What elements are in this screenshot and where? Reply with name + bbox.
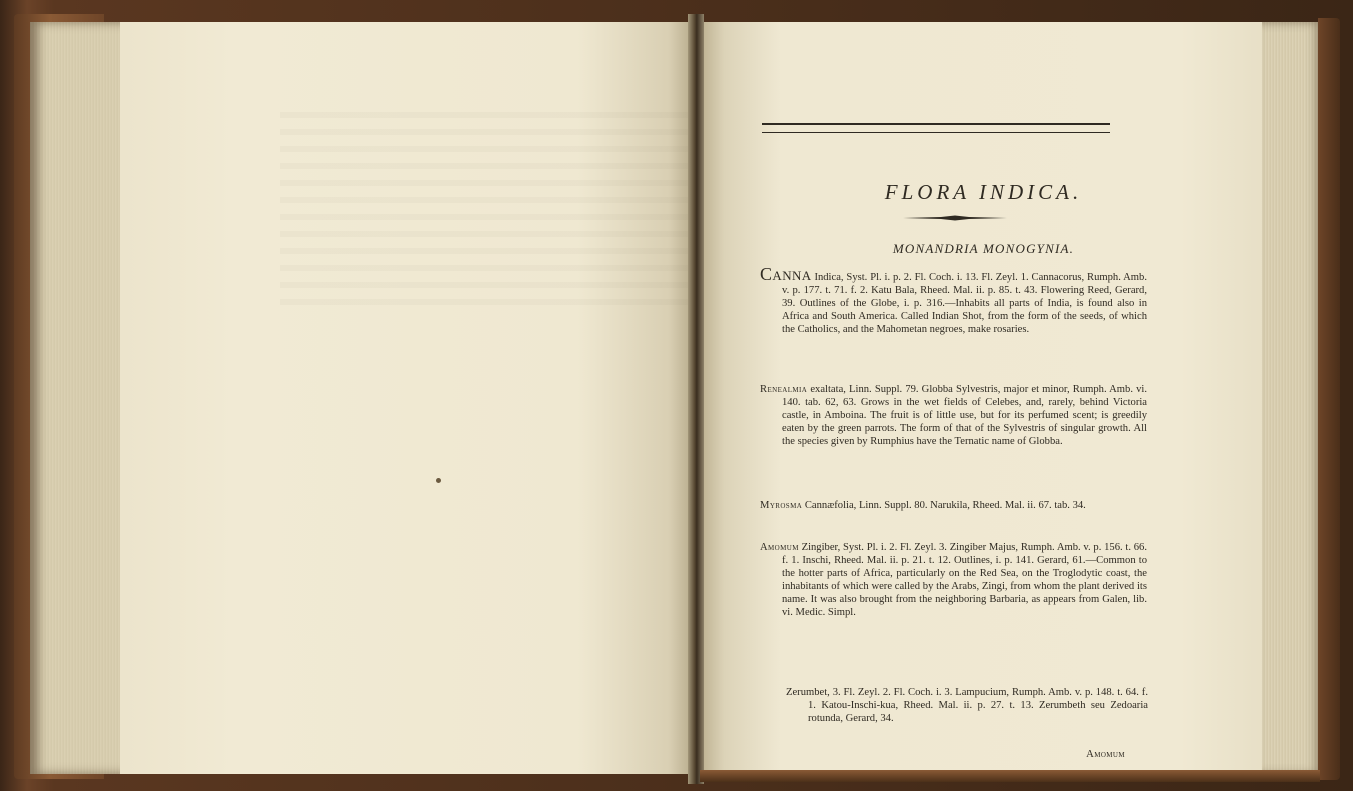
entry-text: Zerumbet, 3. Fl. Zeyl. 2. Fl. Coch. i. 3. Lampucium, Rumph. Amb. v. p. 148. t. 64. f. 1. Katou-Inschi-kua, Rheed. Mal. ii. p. 27. t. 13. Zerumbeth seu Zedoaria rotunda, Gerard, 34. — [786, 687, 1148, 724]
header-double-rule — [762, 123, 1110, 133]
right-page-edges — [1262, 22, 1324, 774]
paper-speck — [436, 478, 441, 483]
left-page-edges — [30, 22, 130, 774]
entry-canna — [760, 264, 1147, 337]
entry-genus: Myrosma — [760, 500, 803, 511]
entry-text: Zingiber, Syst. Pl. i. 2. Fl. Zeyl. 3. Zingiber Majus, Rumph. Amb. v. p. 156. t. 66. f. 1. Inschi, Rheed. Mal. ii. p. 21. t. 12. Outlines, i. p. 141. Gerard, 61.—Common to the hotter parts of Africa, particularly on the Red Sea, on the Troglodytic coast, the inhabitants of which were called by the Arabs, Zingi, from whom the plant derived its name. It was also brought from the neighboring Barbaria, as appears from Galen, lib. vi. Medic. Simpl. — [782, 542, 1147, 618]
entry-genus: Renealmia — [760, 384, 808, 395]
show-through-text — [280, 112, 720, 312]
entry-genus: Amomum — [760, 542, 799, 553]
section-heading: MONANDRIA MONOGYNIA. — [892, 241, 1075, 256]
title-ornament-rule — [903, 215, 1007, 221]
left-page-blank — [120, 22, 692, 774]
entry-text: Indica, Syst. Pl. i. p. 2. Fl. Coch. i. 13. Fl. Zeyl. 1. Cannacorus, Rumph. Amb. v. p. 177. t. 71. f. 2. Katu Bala, Rheed. Mal. ii. p. 85. t. 43. Flowering Reed, Gerard, 39. Outlines of the Globe, i. p. 316.—Inhabits all parts of India, is found also in Africa and South America. Called Indian Shot, from the form of the seeds, of which the Catholics, and the Mahometan negroes, make rosaries. — [782, 272, 1147, 335]
right-cover — [1318, 18, 1340, 780]
catchword: Amomum — [1086, 749, 1125, 760]
entry-renealmia — [760, 384, 1147, 449]
entry-genus: Canna — [760, 264, 812, 284]
entry-amomum — [760, 542, 1147, 619]
entry-text: exaltata, Linn. Suppl. 79. Globba Sylvestris, major et minor, Rumph. Amb. vi. 140. tab. 62, 63. Grows in the wet fields of Celebes, and, rarely, behind Victoria castle, in Amboina. The fruit is of little use, but for its perfumed scent; is greedily eaten by the green parrots. The form of that of the Sylvestris of singular growth. All the species given by Rumphius have the Ternatic name of Globba. — [782, 384, 1147, 447]
running-title: FLORA INDICA. — [884, 180, 1083, 204]
entry-text: Cannæfolia, Linn. Suppl. 80. Narukila, Rheed. Mal. ii. 67. tab. 34. — [804, 500, 1086, 511]
entry-myrosma — [760, 500, 1147, 513]
bottom-cover-edge — [700, 770, 1320, 782]
entry-zerumbet — [786, 687, 1148, 726]
book-gutter — [688, 14, 704, 784]
